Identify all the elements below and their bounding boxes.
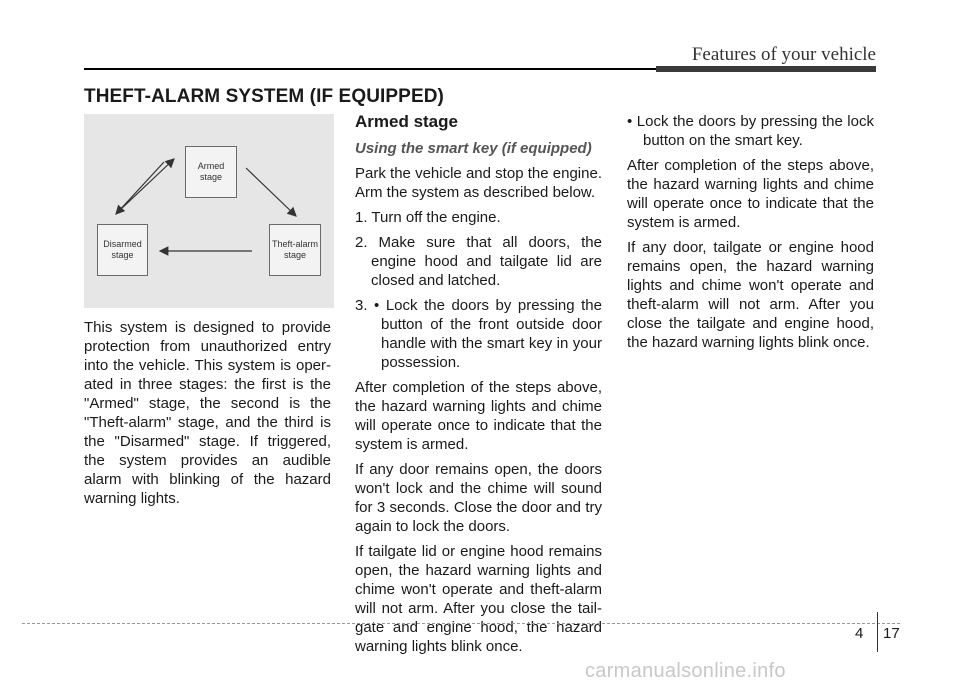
col2-paragraph-3: If any door remains open, the doors won't lock and the chime will sound for 3 seconds. Close the door and try again to lock the doors. — [355, 461, 602, 535]
col2-paragraph-2: After completion of the steps above, the hazard warning lights and chime will operate once to indicate that the system is armed. — [355, 379, 602, 453]
column-2 — [355, 112, 602, 662]
col3-paragraph-2: If any door, tailgate or engine hood remains open, the hazard warning lights and chime won't operate and theft-alarm will not arm. After you close the tailgate and engine hood, the hazard warning lights blink once. — [627, 239, 874, 351]
watermark: carmanualsonline.info — [585, 660, 786, 682]
armed-stage-label: Armed stage — [197, 161, 225, 182]
intro-paragraph: This system is designed to provide protection from unauthorized entry into the vehicle. This system is operated in three stages: the first is the "Armed" stage, the second is the "Theft-alarm" stage, and the third is the "Disarmed" stage. If triggered, the system provides an audible alarm with blinking of the hazard warning lights. — [84, 319, 331, 507]
step-2: 2. Make sure that all doors, the engine hood and tailgate lid are closed and latched. — [355, 234, 602, 289]
arrow-disarmed-to-armed — [120, 159, 174, 210]
arrow-armed-to-disarmed — [116, 162, 164, 214]
theft-alarm-stage-label: Theft-alarm stage — [271, 239, 318, 260]
armed-stage-heading: Armed stage — [355, 112, 458, 131]
header-bar — [656, 66, 876, 72]
step-1: 1. Turn off the engine. — [355, 209, 501, 226]
step-3: 3. • Lock the doors by pressing the button of the front outside door handle with the smart key in your possession. — [355, 297, 602, 371]
footer-rule — [22, 623, 900, 624]
lock-button-bullet: • Lock the doors by pressing the lock button on the smart key. — [627, 113, 874, 149]
theft-alarm-stage-diagram — [84, 114, 334, 308]
chapter-number: 4 — [855, 625, 864, 642]
smart-key-subheading: Using the smart key (if equipped) — [355, 140, 592, 157]
column-1 — [84, 318, 331, 514]
col3-paragraph-1: After completion of the steps above, the hazard warning lights and chime will operate once to indicate that the system is armed. — [627, 157, 874, 231]
col2-paragraph-1: Park the vehicle and stop the engine. Arm the system as described below. — [355, 165, 602, 201]
column-3 — [627, 112, 874, 358]
page-number: 17 — [883, 625, 900, 642]
footer-divider — [877, 612, 878, 652]
disarmed-stage-label: Disarmed stage — [103, 239, 142, 260]
col2-paragraph-4: If tailgate lid or engine hood remains open, the hazard warning lights and chime won't operate and theft-alarm will not arm. After you close the tailgate and engine hood, the hazard warning lights blink once. — [355, 543, 602, 655]
stage-arrows — [84, 114, 334, 308]
arrow-armed-to-theft-alarm — [246, 168, 296, 216]
running-header: Features of your vehicle — [691, 44, 876, 65]
section-title: THEFT-ALARM SYSTEM (IF EQUIPPED) — [84, 86, 444, 107]
